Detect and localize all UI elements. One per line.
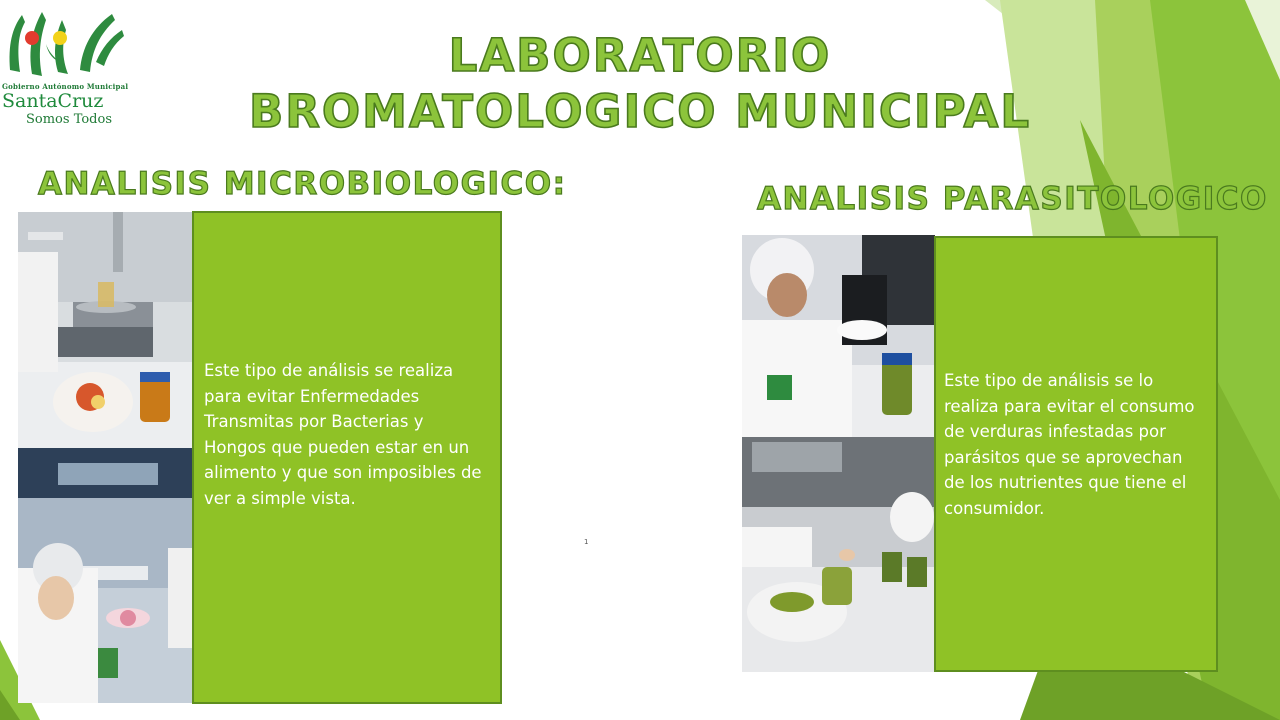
logo-somostodos-text: Somos Todos xyxy=(26,112,112,127)
microbiology-heading: ANALISIS MICROBIOLOGICO: xyxy=(38,166,567,202)
page-marker: 1 xyxy=(584,538,589,546)
microbiology-description: Este tipo de análisis se realiza para evitar Enfermedades Transmitas por Bacterias y Hongos que pueden estar en un alimento y que son imposibles de ver a simple vista. xyxy=(192,211,502,704)
lab-hood-photo xyxy=(18,448,193,703)
logo-figures-icon xyxy=(0,0,130,85)
slide-title: LABORATORIO BROMATOLOGICO MUNICIPAL xyxy=(248,29,1032,138)
parasitology-heading: ANALISIS PARASITOLOGICO xyxy=(757,181,1268,217)
vegetable-samples-photo xyxy=(742,437,935,672)
municipal-logo xyxy=(0,0,130,135)
logo-government-text: Gobierno Autónomo Municipal xyxy=(2,82,129,91)
parasitology-description: Este tipo de análisis se lo realiza para evitar el consumo de verduras infestadas por parásitos que se aprovechan de los nutrientes que tiene el consumidor. xyxy=(934,236,1218,672)
microscope-photo xyxy=(742,235,935,437)
lab-balance-photo xyxy=(18,212,193,448)
logo-santacruz-text: SantaCruz xyxy=(2,90,104,112)
